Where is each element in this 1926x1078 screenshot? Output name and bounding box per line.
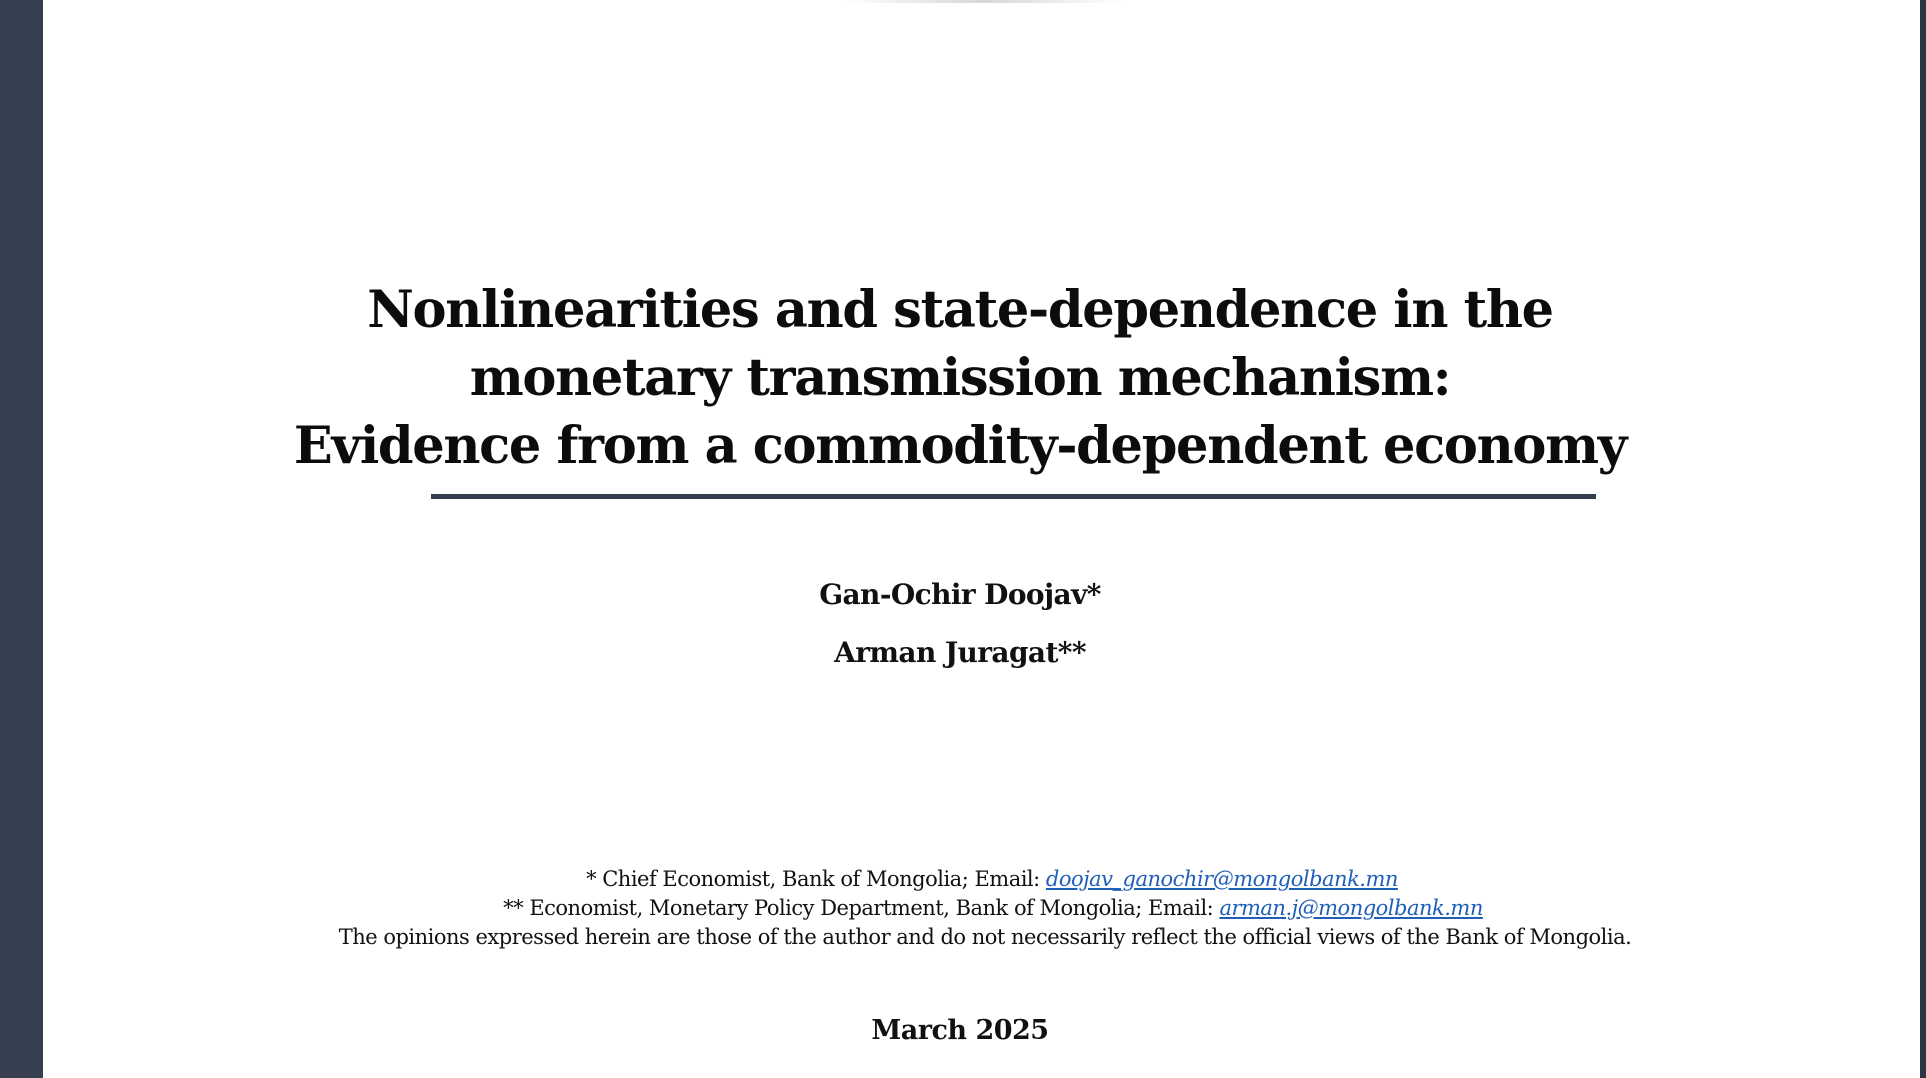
affiliation-2-text: ** Economist, Monetary Policy Department, Bank of Mongolia; Email:	[503, 896, 1220, 920]
affiliation-2	[109, 894, 1877, 923]
author-list	[43, 566, 1877, 682]
footnotes	[43, 865, 1877, 952]
page-top-shadow	[843, 0, 1123, 3]
right-scrollbar-rail[interactable]	[1920, 0, 1926, 1078]
title-underline-rule	[431, 494, 1596, 499]
document-title	[280, 276, 1640, 480]
email-link-1[interactable]: doojav_ganochir@mongolbank.mn	[1045, 867, 1398, 891]
affiliation-1	[107, 865, 1877, 894]
disclaimer: The opinions expressed herein are those of the author and do not necessarily reflect the official views of the Bank of Mongolia.	[338, 925, 1632, 949]
title-line-3: Evidence from a commodity-dependent economy	[293, 416, 1627, 476]
affiliation-1-text: * Chief Economist, Bank of Mongolia; Email:	[586, 867, 1046, 891]
title-line-1: Nonlinearities and state-dependence in the	[367, 280, 1553, 340]
title-line-2: monetary transmission mechanism:	[469, 348, 1451, 408]
publication-date: March 2025	[871, 1015, 1049, 1046]
email-link-2[interactable]: arman.j@mongolbank.mn	[1219, 896, 1483, 920]
author-2: Arman Juragat**	[834, 636, 1086, 669]
left-sidebar-rail	[0, 0, 43, 1078]
author-1: Gan-Ochir Doojav*	[819, 578, 1101, 611]
